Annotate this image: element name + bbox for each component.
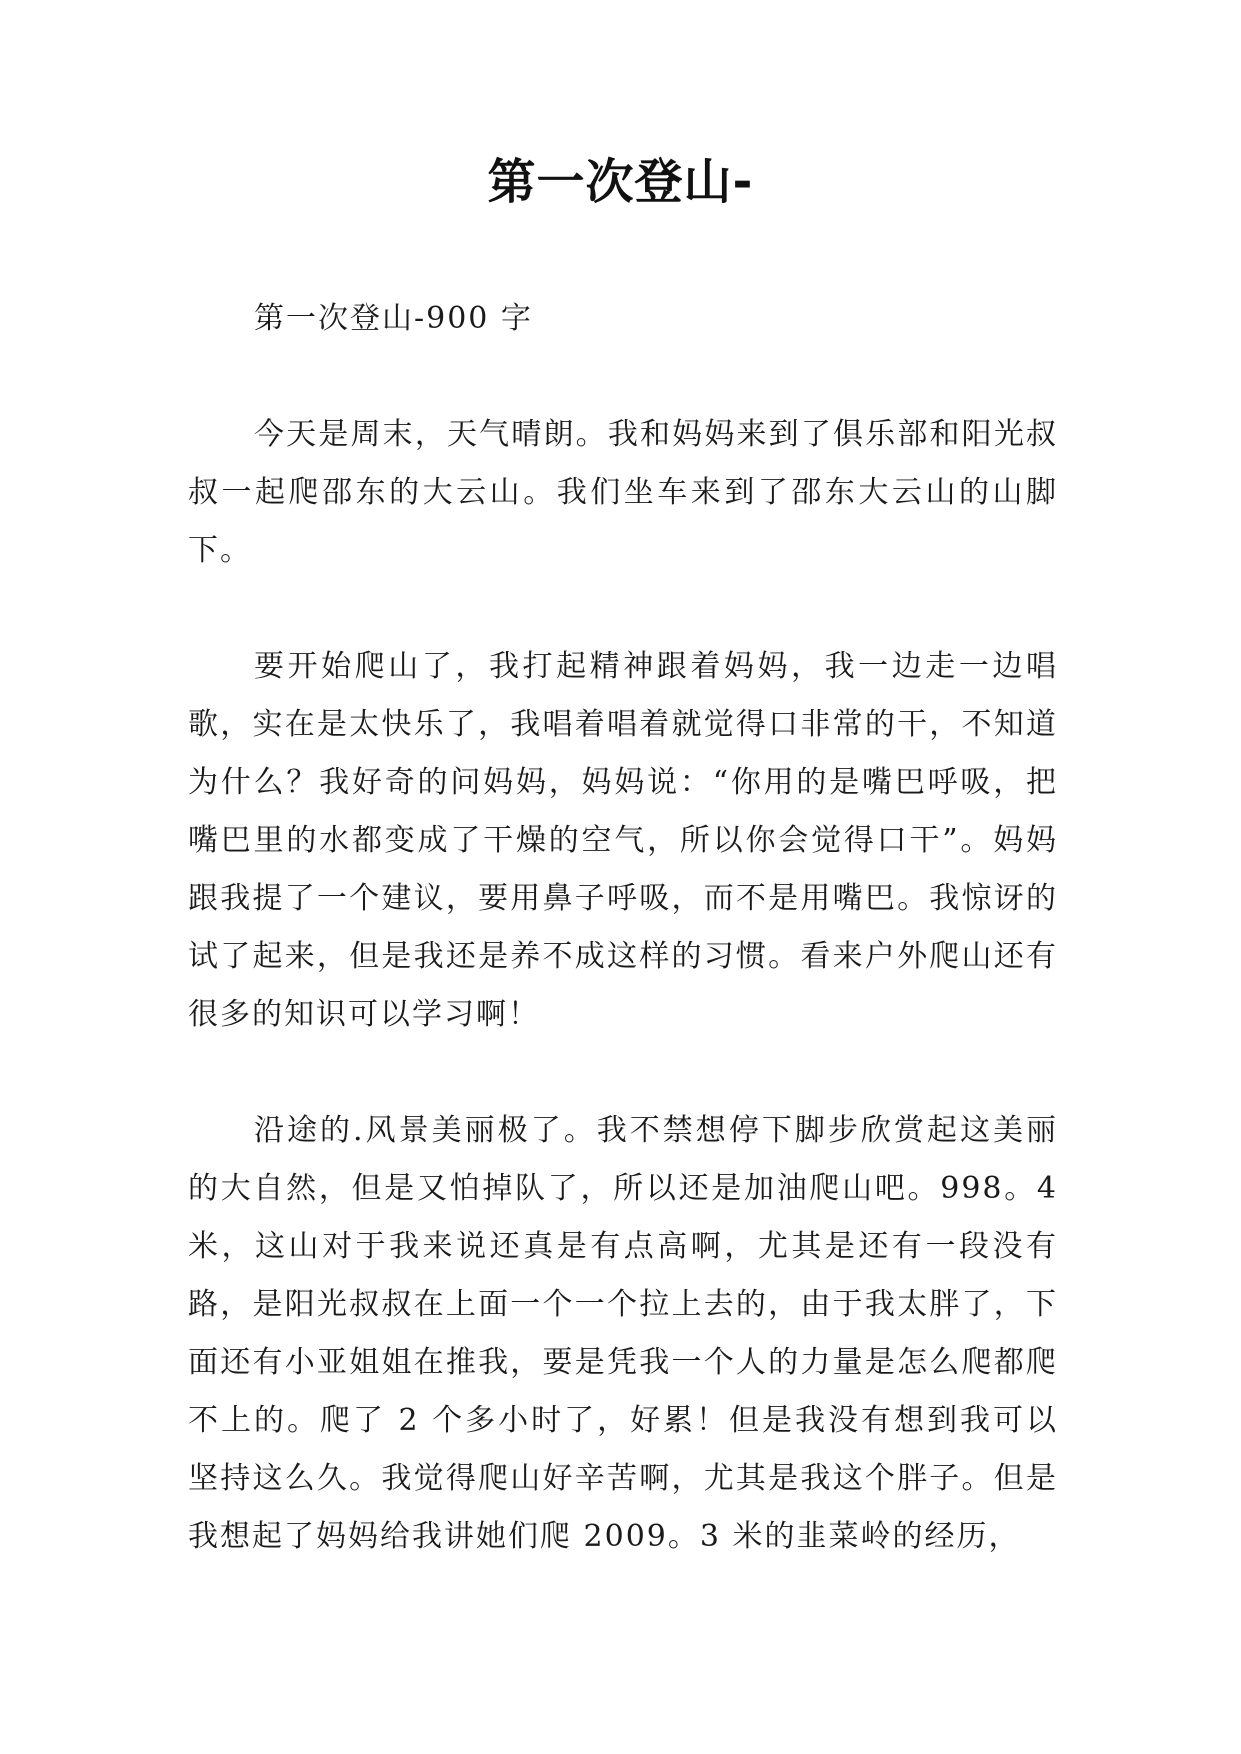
paragraph-subtitle: 第一次登山-900 字	[254, 301, 533, 336]
paragraph-3: 沿途的.风景美丽极了。我不禁想停下脚步欣赏起这美丽的大自然，但是又怕掉队了，所以还是加油爬山吧。998。4 米，这山对于我来说还真是有点高啊，尤其是还有一段没有路，是阳光叔叔在上面一个一个拉上去的，由于我太胖了，下面还有小亚姐姐在推我，要是凭我一个人的力量是怎么爬都爬不上的。爬了 2 个多小时了，好累！但是我没有想到我可以坚持这么久。我觉得爬山好辛苦啊，尤其是我这个胖子。但是我想起了妈妈给我讲她们爬 2009。3 米的韭菜岭的经历，	[188, 1113, 1058, 1554]
document-body	[188, 290, 1058, 1624]
paragraph-2: 要开始爬山了，我打起精神跟着妈妈，我一边走一边唱歌，实在是太快乐了，我唱着唱着就觉得口非常的干，不知道为什么？我好奇的问妈妈，妈妈说：“你用的是嘴巴呼吸，把嘴巴里的水都变成了干燥的空气，所以你会觉得口干”。妈妈跟我提了一个建议，要用鼻子呼吸，而不是用嘴巴。我惊讶的试了起来，但是我还是养不成这样的习惯。看来户外爬山还有很多的知识可以学习啊！	[188, 649, 1058, 1032]
document-title: 第一次登山-	[487, 154, 754, 210]
paragraph-1: 今天是周末，天气晴朗。我和妈妈来到了俱乐部和阳光叔叔一起爬邵东的大云山。我们坐车来到了邵东大云山的山脚下。	[188, 417, 1058, 568]
